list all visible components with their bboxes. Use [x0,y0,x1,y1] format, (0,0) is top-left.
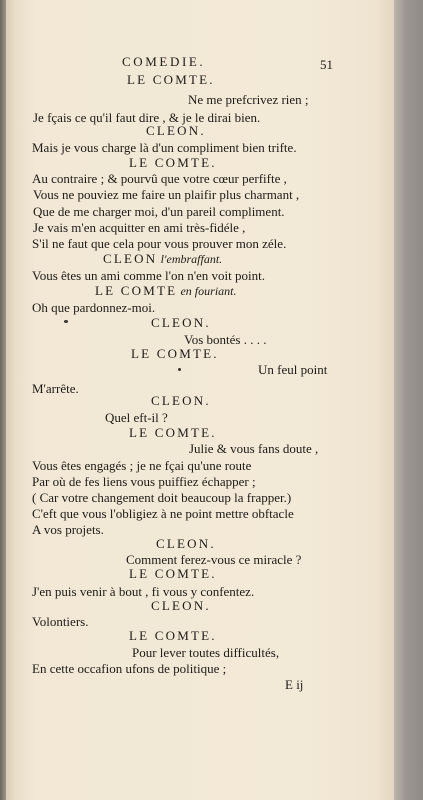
ink-speck [178,368,181,371]
page-number: 51 [320,57,333,72]
speaker-line: LE COMTE. [127,72,215,87]
verse-line: Mais je vous charge là d'un compliment bien trifte. [32,140,297,155]
verse-line: Ne me prefcrivez rien ; [188,92,309,107]
verse-line: Vous ne pouviez me faire un plaifir plus charmant , [33,187,300,202]
verse-line: Vos bontés . . . . [184,332,267,347]
speaker-line: LE COMTE. [131,346,219,361]
verse-line: Volontiers. [32,614,89,629]
verse-line: Je vais m'en acquitter en ami très-fidéle , [33,220,246,235]
speaker-line: CLEON. [151,393,211,408]
verse-line: Au contraire ; & pourvû que votre cœur perfifte , [32,171,287,186]
speaker-name: LE COMTE [95,283,178,298]
verse-line: S'il ne faut que cela pour vous prouver mon zéle. [32,236,287,251]
stage-direction: en fouriant. [180,284,237,298]
verse-line: Par où de fes liens vous puiffiez échapper ; [32,474,256,489]
speaker-line: CLEON. [151,315,211,330]
verse-line: En cette occafion ufons de politique ; [32,661,227,676]
verse-line: Un feul point [258,362,328,377]
verse-line: ( Car votre changement doit beaucoup la frapper.) [32,490,292,505]
verse-line: Quel eft-il ? [105,410,168,425]
speaker-line: LE COMTE. [129,628,217,643]
speaker-line: CLEON. [156,536,216,551]
speaker-line: LE COMTE. [129,425,217,440]
verse-line: Vous êtes un ami comme l'on n'en voit point. [32,268,266,283]
verse-line: J'en puis venir à bout , fi vous y confentez. [32,584,255,599]
speaker-line: LE COMTE. [129,566,217,581]
verse-line: Que de me charger moi, d'un pareil compliment. [33,204,285,219]
speaker-line: CLEON. [146,123,206,138]
verse-line: A vos projets. [32,522,104,537]
ink-speck [64,320,68,323]
verse-line: Pour lever toutes difficultés, [132,645,280,660]
verse-line: C'eft que vous l'obligiez à ne point mettre obftacle [32,506,294,521]
speaker-line: LE COMTE. [129,155,217,170]
page-edge-shadow [394,0,423,800]
verse-line: Julie & vous fans doute , [189,441,319,456]
verse-line: Comment ferez-vous ce miracle ? [126,552,302,567]
speaker-line [95,283,236,299]
verse-line: M'arrête. [32,381,79,396]
stage-direction: l'embraffant. [160,252,223,266]
verse-line: Je fçais ce qu'il faut dire , & je le dirai bien. [33,110,261,125]
speaker-line: CLEON. [151,598,211,613]
speaker-line [103,251,222,267]
speaker-name: CLEON [103,251,158,266]
verse-line: Vous êtes engagés ; je ne fçai qu'une route [32,458,252,473]
printer-signature: E ij [285,677,304,692]
running-head: COMEDIE. [122,54,206,69]
verse-line: Oh que pardonnez-moi. [32,300,156,315]
